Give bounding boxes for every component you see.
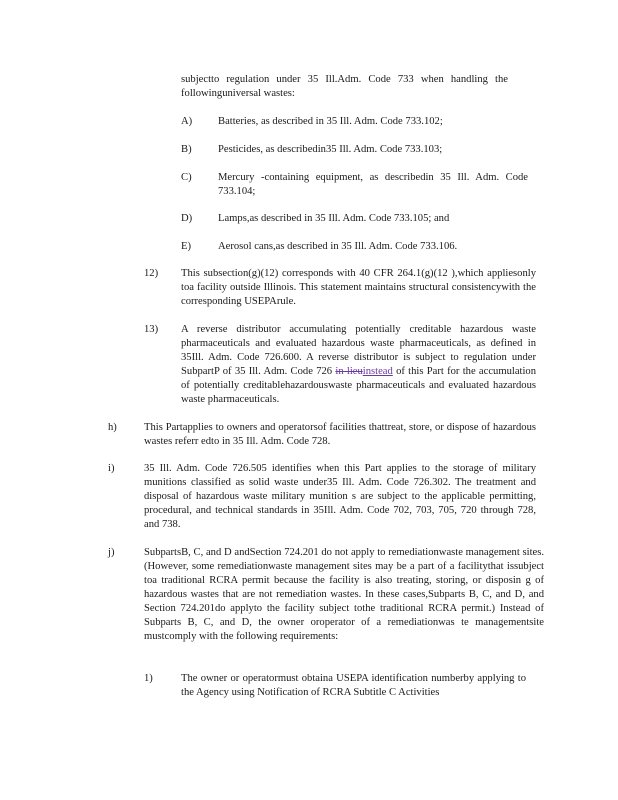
waste-item-label: D) (181, 213, 193, 224)
item-i-label: i) (108, 463, 115, 474)
waste-item-label: E) (181, 241, 191, 252)
waste-item-text: Batteries, as described in 35 Ill. Adm. Code 733.102; (218, 116, 443, 127)
waste-item-text: Lamps,as described in 35 Ill. Adm. Code 733.105; and (218, 213, 450, 224)
waste-item-label: C) (181, 172, 192, 183)
waste-item-text: Mercury -containing equipment, as describedin 35 Ill. Adm. Code 733.104; (218, 172, 528, 197)
item-i-text: 35 Ill. Adm. Code 726.505 identifies when this Part applies to the storage of military munitions classified as solid waste under35 Ill. Adm. Code 726.302. The treatment and disposal of hazardous waste military munition s are subject to the applicable permitting, procedural, and technical standards in 35Ill. Adm. Code 702, 703, 705, 720 through 728, and 738. (144, 463, 536, 530)
item-h-text: This Partapplies to owners and operatorsof facilities thattreat, store, or dispose of hazardous wastes referr edto in 35 Ill. Adm. Code 728. (144, 422, 536, 447)
waste-item-text: Aerosol cans,as described in 35 Ill. Adm. Code 733.106. (218, 241, 458, 252)
inserted-text: instead (362, 366, 393, 377)
item-j-text: SubpartsB, C, and D andSection 724.201 do not apply to remediationwaste management sites. (However, some remediationwaste management sites may be a part of a facilitythat issubject toa traditional RCRA permit because the facility is also treating, storing, or disposin g of hazardous wastes that are not remediation wastes. In these cases,Subparts B, C, and D, and Section 724.201do applyto the facility subject tothe traditional RCRA permit.) Instead of Subparts B, C, and D, the owner oroperator of a remediationwas te managementsite mustcomply with the following requirements: (144, 547, 544, 642)
item-j1-label: 1) (144, 673, 153, 684)
waste-item-text: Pesticides, as describedin35 Ill. Adm. Code 733.103; (218, 144, 443, 155)
item-12-label: 12) (144, 268, 159, 279)
waste-item-label: B) (181, 144, 192, 155)
deleted-text: in lieu (335, 366, 363, 377)
item-j1-text: The owner or operatormust obtaina USEPA identification numberby applying to the Agency using Notification of RCRA Subtitle C Activities (181, 673, 526, 698)
item-12-text: This subsection(g)(12) corresponds with 40 CFR 264.1(g)(12 ),which appliesonly toa facility outside Illinois. This statement maintains structural consistencywith the corresponding USEPArule. (181, 268, 536, 307)
item-j-label: j) (108, 547, 115, 558)
item-13-text-before: A reverse distributor accumulating potentially creditable hazardous waste pharmaceuticals and evaluated hazardous waste pharmaceuticals, as defined in 35Ill. Adm. Code 726.600. A reverse distributor is subject to regulation under SubpartP of 35 Ill. Adm. Code 726 (181, 324, 536, 377)
item-h-label: h) (108, 422, 117, 433)
intro-paragraph: subjectto regulation under 35 Ill.Adm. Code 733 when handling the followinguniversal wastes: (181, 74, 508, 99)
item-13-text (181, 323, 536, 407)
item-13-text-after: of this Part for the accumulation of potentially creditablehazardouswaste pharmaceuticals and evaluated hazardous waste pharmaceuticals. (181, 366, 537, 405)
item-13-label: 13) (144, 324, 159, 335)
waste-item-label: A) (181, 116, 193, 127)
